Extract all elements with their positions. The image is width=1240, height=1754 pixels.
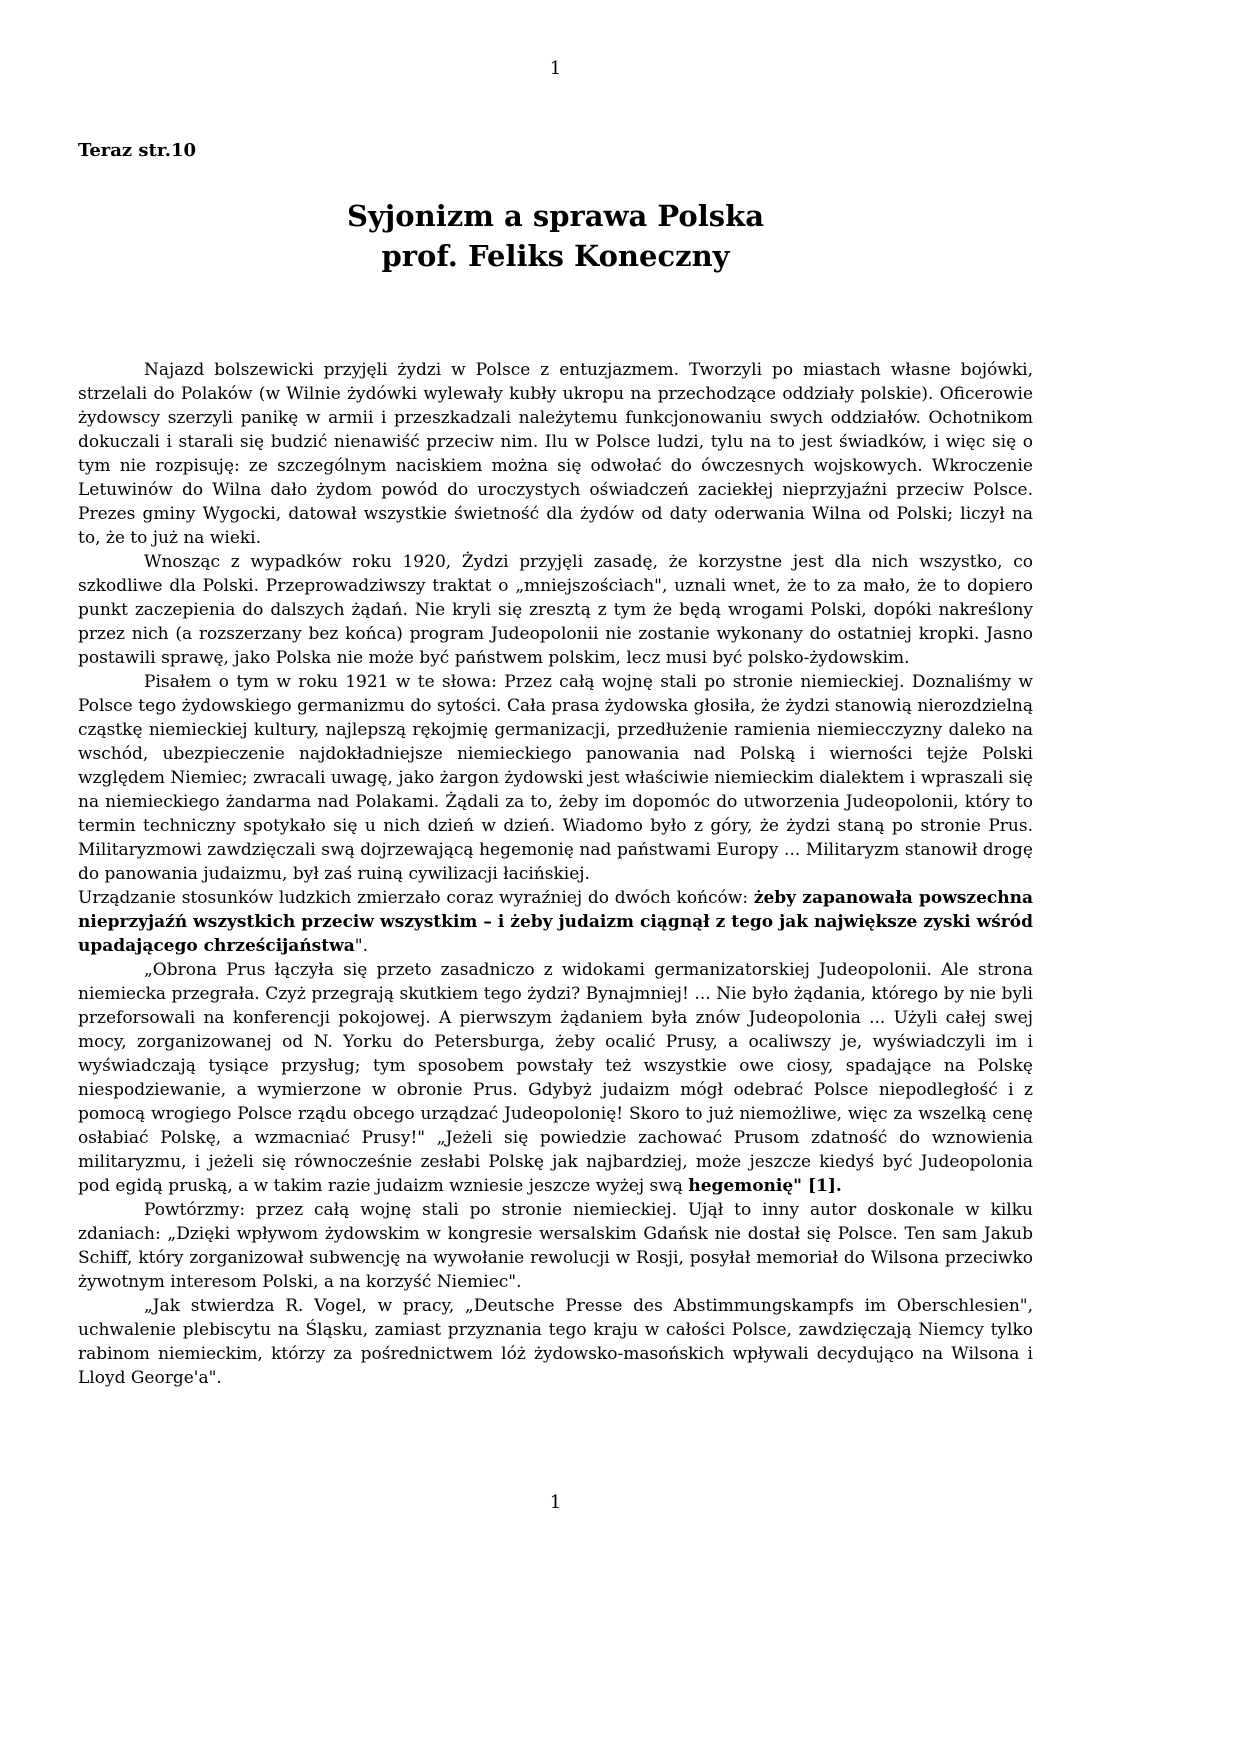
text-column — [78, 0, 1033, 1390]
paragraph — [78, 550, 1033, 670]
page-number-bottom: 1 — [549, 1492, 562, 1513]
title-line-2: prof. Feliks Koneczny — [381, 239, 730, 273]
bold-text-run: żeby zapanowała powszechna nieprzyjaźń wszystkich przeciw wszystkim – i żeby judaizm ciągnął z tego jak największe zyski wśród upadającego chrześcijaństwa — [78, 888, 1033, 956]
text-run: Najazd bolszewicki przyjęli żydzi w Polsce z entuzjazmem. Tworzyli po miastach własne bojówki, strzelali do Polaków (w Wilnie żydówki wylewały kubły ukropu na przechodzące oddziały polskie). Oficerowie żydowscy szerzyli panikę w armii i przeszkadzali należytemu funkcjonowaniu swych oddziałów. Ochotnikom dokuczali i starali się budzić nienawiść przeciw nim. Ilu w Polsce ludzi, tylu na to jest świadków, i więc się o tym nie rozpisuję: ze szczególnym naciskiem można się odwołać do ówczesnych wojskowych. Wkroczenie Letuwinów do Wilna dało żydom powód do uroczystych oświadczeń zaciekłej nieprzyjaźni przeciw Polsce. Prezes gminy Wygocki, datował wszystkie świetność dla żydów od daty oderwania Wilna od Polski; liczył na to, że to już na wieki. — [78, 360, 1033, 548]
paragraph — [78, 1198, 1033, 1294]
text-run: Powtórzmy: przez całą wojnę stali po stronie niemieckiej. Ujął to inny autor doskonale w kilku zdaniach: „Dzięki wpływom żydowskim w kongresie wersalskim Gdańsk nie dostał się Polsce. Ten sam Jakub Schiff, który zorganizował subwencję na wywołanie rewolucji w Rosji, posyłał memoriał do Wilsona przeciwko żywotnym interesom Polski, a na korzyść Niemiec". — [78, 1200, 1033, 1292]
paragraph — [78, 670, 1033, 886]
text-run: Pisałem o tym w roku 1921 w te słowa: Przez całą wojnę stali po stronie niemieckiej. Doznaliśmy w Polsce tego żydowskiego germanizmu do sytości. Cała prasa żydowska głosiła, że żydzi stanowią nierozdzielną cząstkę niemieckiej kultury, najlepszą rękojmię germanizacji, przedłużenie ramienia niemiecczyzny daleko na wschód, ubezpieczenie najdokładniejsze niemieckiego panowania nad Polską i wierności tejże Polski względem Niemiec; zwracali uwagę, jako żargon żydowski jest właściwie niemieckim dialektem i wpraszali się na niemieckiego żandarma nad Polakami. Żądali za to, żeby im dopomóc do utworzenia Judeopolonii, który to termin techniczny spotykało się u nich dzień w dzień. Wiadomo było z góry, że żydzi staną po stronie Prus. Militaryzmowi zawdzięczali swą dojrzewającą hegemonię nad państwami Europy ... Militaryzm stanowił drogę do panowania judaizmu, był zaś ruiną cywilizacji łacińskiej. — [78, 672, 1033, 884]
paragraph — [78, 886, 1033, 958]
paragraph — [78, 1294, 1033, 1390]
text-run: ". — [354, 936, 368, 956]
paragraph — [78, 358, 1033, 550]
title-line-1: Syjonizm a sprawa Polska — [347, 199, 764, 233]
document-body — [78, 358, 1033, 1390]
paragraph — [78, 958, 1033, 1198]
bold-text-run: hegemonię" [1]. — [688, 1176, 842, 1196]
header-note: Teraz str.10 — [78, 140, 197, 161]
text-run: „Obrona Prus łączyła się przeto zasadniczo z widokami germanizatorskiej Judeopolonii. Ale strona niemiecka przegrała. Czyż przegrają skutkiem tego żydzi? Bynajmniej! ... Nie było żądania, którego by nie byli przeforsowali na konferencji pokojowej. A pierwszym żądaniem była znów Judeopolonia ... Użyli całej swej mocy, zorganizowanej od N. Yorku do Petersburga, żeby ocalić Prusy, a ocaliwszy je, wyświadczyli im i wyświadczają tysiące przysług; tym sposobem powstały też wszystkie owe ciosy, spadające na Polskę niespodziewanie, a wymierzone w obronie Prus. Gdybyż judaizm mógł odebrać Polsce niepodległość i z pomocą wrogiego Polsce rządu obcego urządzać Judeopolonię! Skoro to już niemożliwe, więc za wszelką cenę osłabiać Polskę, a wzmacniać Prusy!" „Jeżeli się powiedzie zachować Prusom zdatność do wznowienia militaryzmu, i jeżeli się równocześnie zesłabi Polskę jak najbardziej, może jeszcze kiedyś być Judeopolonia pod egidą pruską, a w takim razie judaizm wzniesie jeszcze wyżej swą — [78, 960, 1033, 1196]
page-number-top: 1 — [549, 58, 562, 79]
text-run: Urządzanie stosunków ludzkich zmierzało coraz wyraźniej do dwóch końców: — [78, 888, 754, 908]
text-run: Wnosząc z wypadków roku 1920, Żydzi przyjęli zasadę, że korzystne jest dla nich wszystko, co szkodliwe dla Polski. Przeprowadziwszy traktat o „mniejszościach", uznali wnet, że to za mało, że to dopiero punkt zaczepienia do dalszych żądań. Nie kryli się zresztą z tym że będą wrogami Polski, dopóki nakreślony przez nich (a rozszerzany bez końca) program Judeopolonii nie zostanie wykonany do ostatniej kropki. Jasno postawili sprawę, jako Polska nie może być państwem polskim, lecz musi być polsko-żydowskim. — [78, 552, 1033, 668]
document-title — [78, 196, 1033, 276]
text-run: „Jak stwierdza R. Vogel, w pracy, „Deutsche Presse des Abstimmungskampfs im Oberschlesien", uchwalenie plebiscytu na Śląsku, zamiast przyznania tego kraju w całości Polsce, zawdzięczają Niemcy tylko rabinom niemieckim, którzy za pośrednictwem lóż żydowsko-masońskich wpływali decydująco na Wilsona i Lloyd George'a". — [78, 1296, 1033, 1388]
